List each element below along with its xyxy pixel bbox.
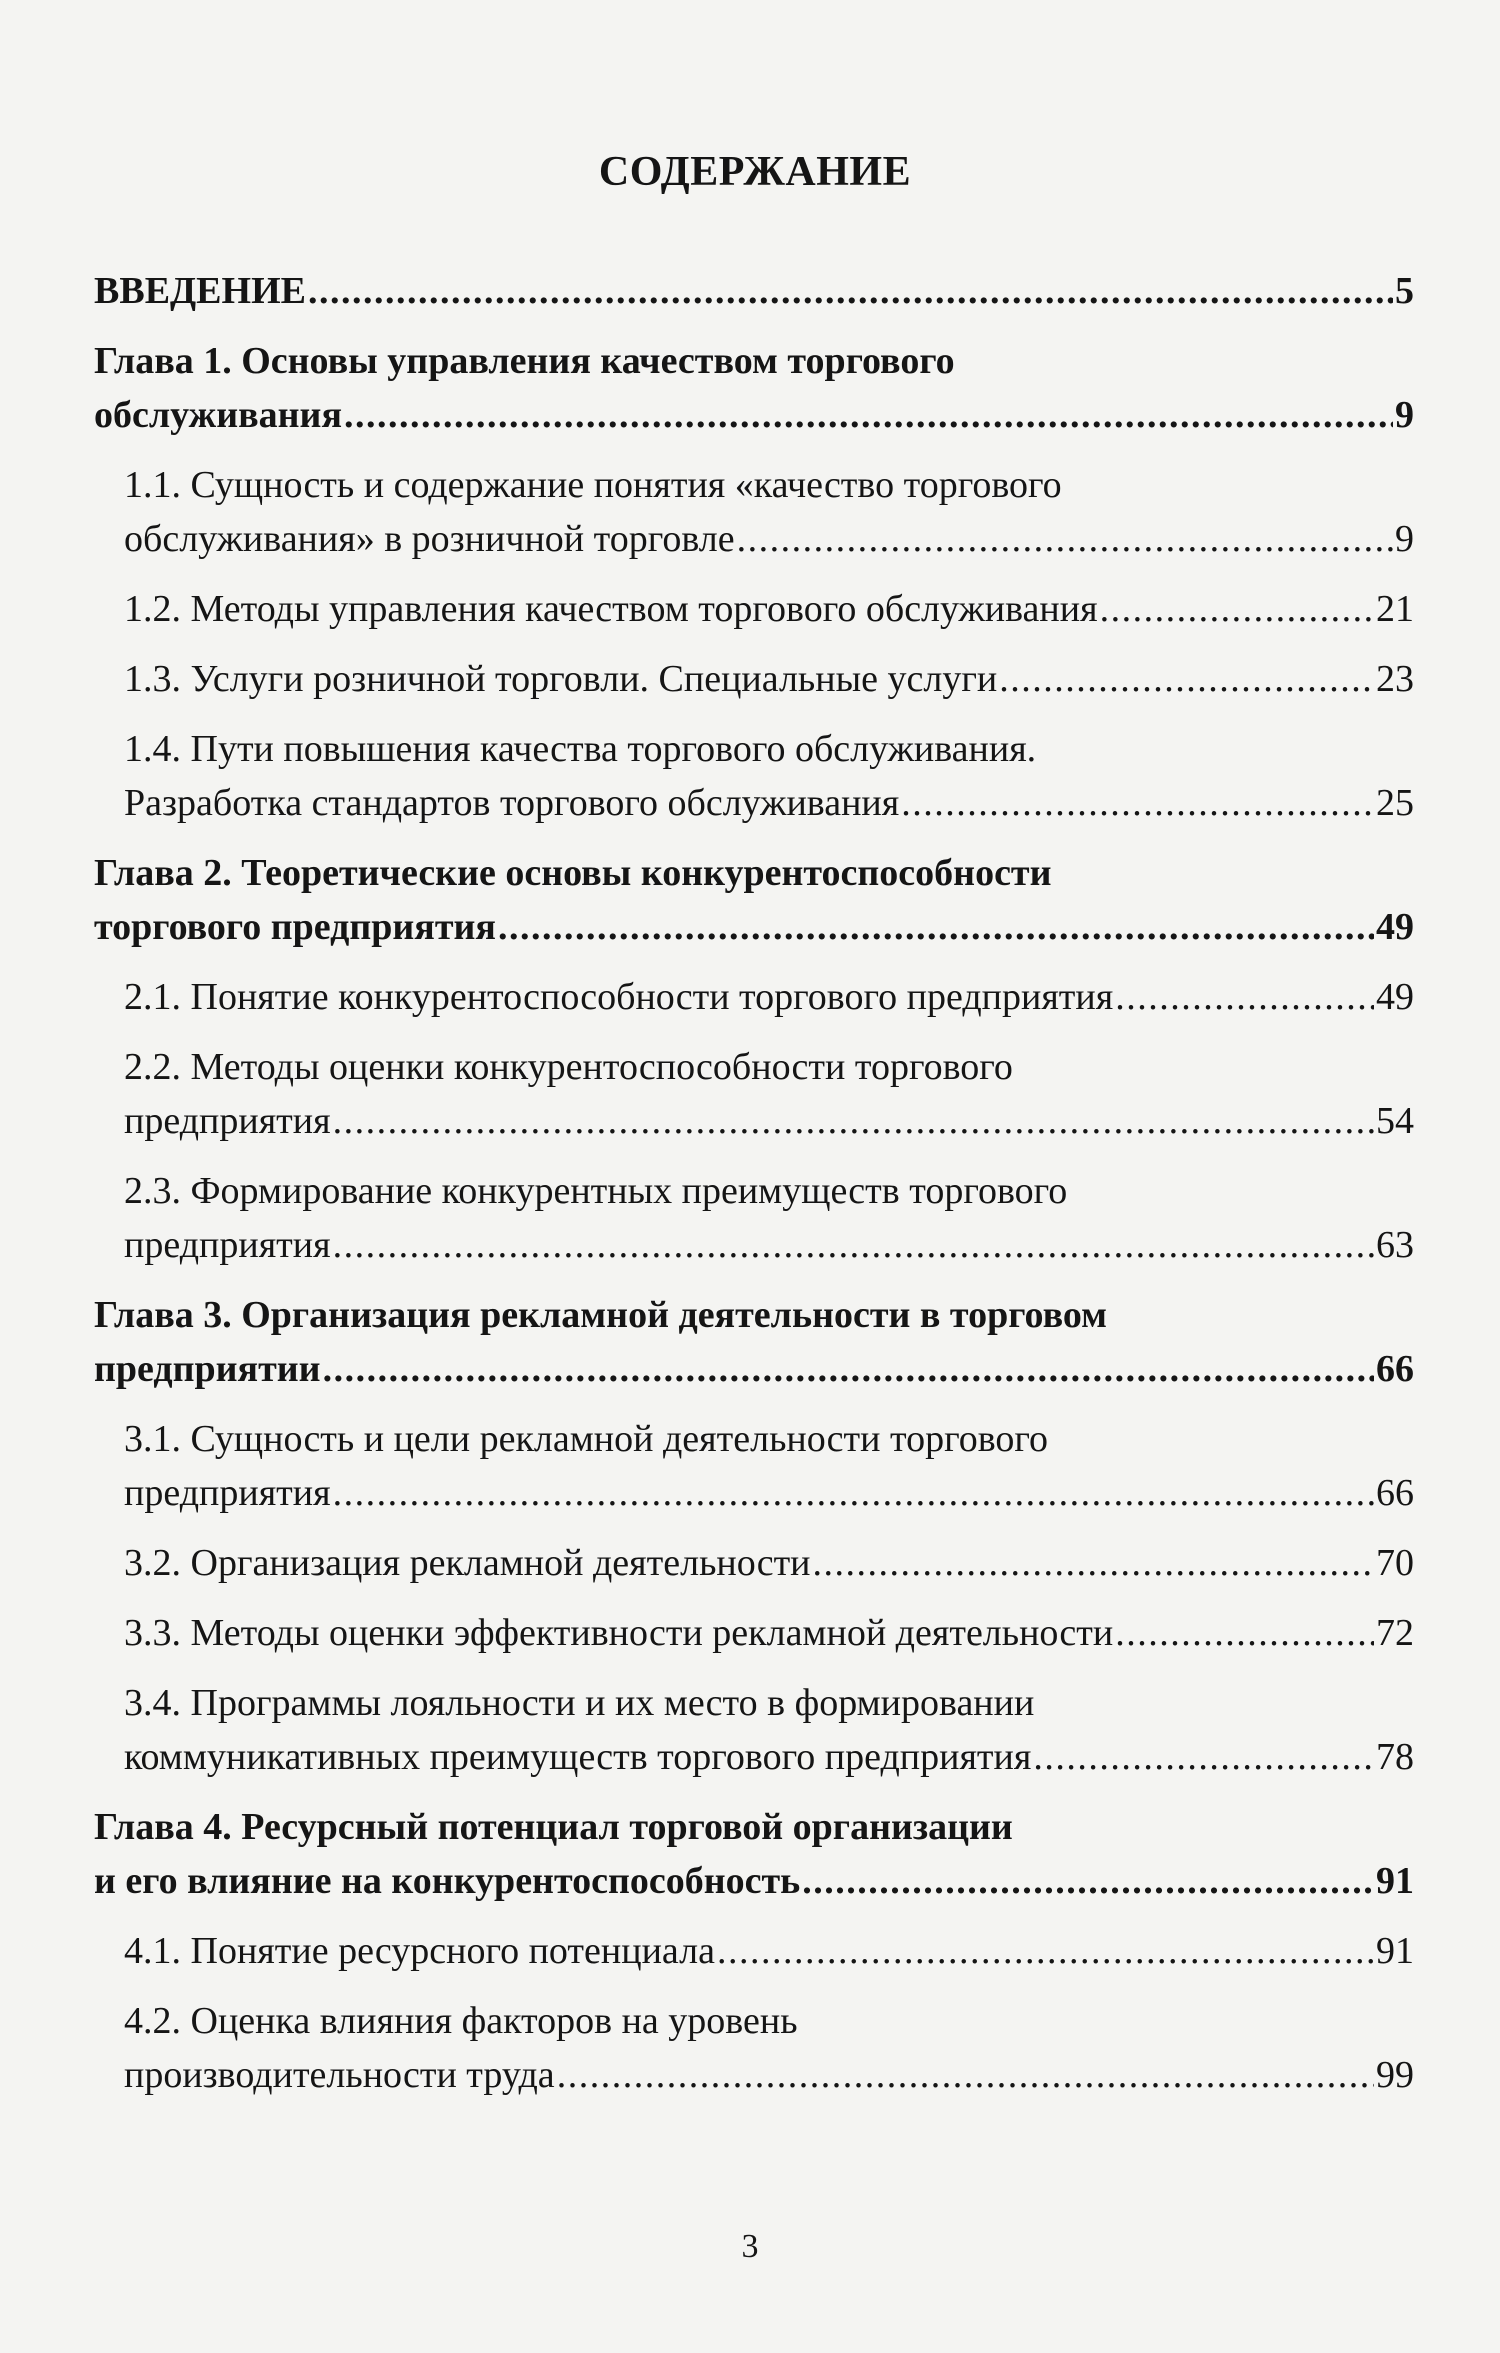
dot-leader	[999, 660, 1374, 698]
toc-page-number: 66	[1376, 1472, 1414, 1514]
toc-entry-text: Разработка стандартов торгового обслуживания	[124, 782, 900, 824]
toc-chapter-entry	[94, 1808, 1414, 1916]
dot-leader	[557, 2056, 1374, 2094]
toc-page-number: 54	[1376, 1100, 1414, 1142]
toc-entry-text: 3.1. Сущность и цели рекламной деятельности торгового	[124, 1418, 1049, 1460]
toc-entry-text: Глава 2. Теоретические основы конкурентоспособности	[94, 852, 1052, 894]
toc-page-number: 5	[1395, 270, 1414, 312]
toc-entry-text: 4.2. Оценка влияния факторов на уровень	[124, 2000, 798, 2042]
toc-chapter-entry	[94, 1296, 1414, 1404]
toc-entry-text: предприятия	[124, 1224, 331, 1266]
toc-page-number: 49	[1376, 976, 1414, 1018]
toc-page-number: 21	[1376, 588, 1414, 630]
dot-leader	[333, 1102, 1374, 1140]
toc-section-entry	[94, 978, 1414, 1032]
toc-entry-text: 3.2. Организация рекламной деятельности	[124, 1542, 811, 1584]
toc-entry-text: 2.2. Методы оценки конкурентоспособности торгового	[124, 1046, 1013, 1088]
toc-section-entry	[94, 1048, 1414, 1156]
toc-entry-text: 4.1. Понятие ресурсного потенциала	[124, 1930, 715, 1972]
page-number: 3	[741, 2228, 759, 2265]
dot-leader	[737, 520, 1393, 558]
dot-leader	[1115, 1614, 1374, 1652]
toc-page-number: 66	[1376, 1348, 1414, 1390]
toc-entry-text: предприятии	[94, 1348, 321, 1390]
dot-leader	[308, 272, 1393, 310]
toc-entry-text: 1.4. Пути повышения качества торгового обслуживания.	[124, 728, 1037, 770]
toc-page-number: 9	[1395, 518, 1414, 560]
dot-leader	[323, 1350, 1374, 1388]
toc-section-entry	[94, 590, 1414, 644]
toc-page-number: 70	[1376, 1542, 1414, 1584]
toc-entry-text: предприятия	[124, 1472, 331, 1514]
toc-page-number: 49	[1376, 906, 1414, 948]
toc-section-entry	[94, 1172, 1414, 1280]
dot-leader	[1033, 1738, 1374, 1776]
toc-entry-text: обслуживания	[94, 394, 343, 436]
toc-entry-text: Глава 4. Ресурсный потенциал торговой организации	[94, 1806, 1013, 1848]
dot-leader	[717, 1932, 1374, 1970]
toc-chapter-entry	[94, 342, 1414, 450]
toc-page-number: 23	[1376, 658, 1414, 700]
toc-entry-text: коммуникативных преимуществ торгового предприятия	[124, 1736, 1032, 1778]
toc-entry-text: производительности труда	[124, 2054, 555, 2096]
toc-entry-text: 3.4. Программы лояльности и их место в формировании	[124, 1682, 1035, 1724]
toc-entry-text: и его влияние на конкурентоспособность	[94, 1860, 801, 1902]
toc-chapter-entry	[94, 854, 1414, 962]
toc-entry-text: 1.3. Услуги розничной торговли. Специальные услуги	[124, 658, 998, 700]
toc-section-entry	[94, 1614, 1414, 1668]
toc-page-number: 78	[1376, 1736, 1414, 1778]
toc-section-entry	[94, 660, 1414, 714]
dot-leader	[901, 784, 1374, 822]
dot-leader	[1115, 978, 1374, 1016]
toc-entry-text: 2.1. Понятие конкурентоспособности торгового предприятия	[124, 976, 1114, 1018]
toc-section-entry	[94, 1544, 1414, 1598]
dot-leader	[333, 1226, 1374, 1264]
toc-entry-text: Глава 1. Основы управления качеством торгового	[94, 340, 955, 382]
dot-leader	[802, 1862, 1374, 1900]
toc-title: СОДЕРЖАНИЕ	[598, 149, 912, 195]
dot-leader	[1100, 590, 1374, 628]
toc-section-entry	[94, 1684, 1414, 1792]
dot-leader	[344, 396, 1393, 434]
toc-chapter-entry	[94, 272, 1414, 326]
toc-page-number: 91	[1376, 1860, 1414, 1902]
toc-section-entry	[94, 1420, 1414, 1528]
toc-section-entry	[94, 1932, 1414, 1986]
toc-page-number: 72	[1376, 1612, 1414, 1654]
table-of-contents	[94, 272, 1414, 2110]
dot-leader	[498, 908, 1374, 946]
dot-leader	[333, 1474, 1374, 1512]
toc-entry-text: Глава 3. Организация рекламной деятельности в торговом	[94, 1294, 1107, 1336]
toc-entry-text: обслуживания» в розничной торговле	[124, 518, 735, 560]
toc-page-number: 25	[1376, 782, 1414, 824]
toc-section-entry	[94, 2002, 1414, 2110]
toc-page-number: 9	[1395, 394, 1414, 436]
toc-entry-text: 3.3. Методы оценки эффективности рекламной деятельности	[124, 1612, 1114, 1654]
toc-entry-text: 1.2. Методы управления качеством торгового обслуживания	[124, 588, 1098, 630]
toc-entry-text: предприятия	[124, 1100, 331, 1142]
toc-entry-text: 1.1. Сущность и содержание понятия «качество торгового	[124, 464, 1062, 506]
toc-section-entry	[94, 466, 1414, 574]
toc-entry-text: ВВЕДЕНИЕ	[94, 270, 306, 312]
toc-page-number: 63	[1376, 1224, 1414, 1266]
dot-leader	[813, 1544, 1374, 1582]
toc-page-number: 91	[1376, 1930, 1414, 1972]
toc-entry-text: 2.3. Формирование конкурентных преимуществ торгового	[124, 1170, 1068, 1212]
toc-section-entry	[94, 730, 1414, 838]
toc-page-number: 99	[1376, 2054, 1414, 2096]
toc-entry-text: торгового предприятия	[94, 906, 496, 948]
